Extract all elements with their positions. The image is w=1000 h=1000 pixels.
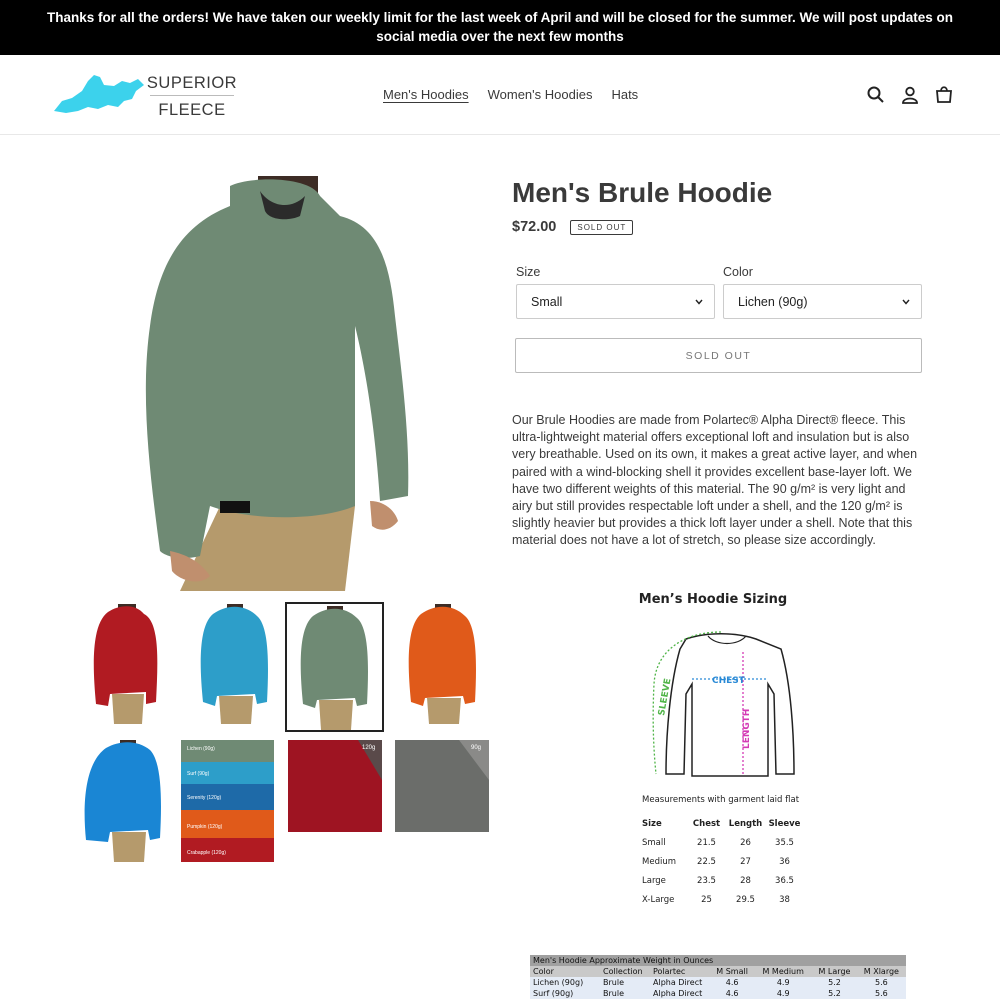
cell: Lichen (90g) (530, 977, 600, 988)
cell: Small (642, 837, 666, 848)
main-nav (383, 87, 638, 102)
sold-out-button[interactable]: SOLD OUT (515, 338, 922, 373)
cell: 36.5 (775, 875, 794, 886)
color-select[interactable] (723, 284, 922, 319)
header-icons (866, 85, 954, 105)
cell: 35.5 (775, 837, 794, 848)
sizing-title: Men’s Hoodie Sizing (638, 592, 788, 607)
cell: Brule (600, 988, 650, 999)
main-product-image[interactable] (140, 176, 410, 591)
product-price: $72.00 (512, 219, 557, 235)
announcement-text: Thanks for all the orders! We have taken our weekly limit for the last week of April and will be closed for the summer. We will post updates on social media over the next few months (47, 10, 953, 44)
weight-header: M Large (812, 966, 857, 977)
cell: 36 (779, 856, 790, 867)
weight-header: Collection (600, 966, 650, 977)
table-row (642, 852, 804, 871)
length-label: LENGTH (742, 708, 752, 749)
cell: X-Large (642, 894, 675, 905)
cell: 27 (740, 856, 751, 867)
stack-label-lichen: Lichen (90g) (187, 746, 215, 752)
nav-womens-hoodies[interactable]: Women's Hoodies (487, 87, 593, 102)
hoodie-diagram (646, 624, 796, 784)
logo-text (142, 73, 242, 120)
cell: 4.9 (754, 977, 812, 988)
nav-hats[interactable]: Hats (611, 87, 639, 102)
sold-out-badge: SOLD OUT (570, 220, 633, 235)
thumb-red-swatch[interactable] (288, 740, 382, 832)
weight-header: Color (530, 966, 600, 977)
stack-label-serenity: Serenity (120g) (187, 795, 222, 801)
weight-table-title: Men's Hoodie Approximate Weight in Ounces (530, 955, 906, 966)
hoodie-photo (140, 176, 410, 591)
sizing-header: Length (728, 818, 763, 829)
weight-header: M Xlarge (857, 966, 906, 977)
table-row (642, 890, 804, 909)
thumb-orange-hoodie[interactable] (395, 602, 489, 724)
account-icon[interactable] (900, 85, 920, 105)
stack-label-pumpkin: Pumpkin (120g) (187, 824, 223, 830)
cell: Alpha Direct (650, 988, 710, 999)
cell: Medium (642, 856, 676, 867)
cell: 28 (740, 875, 751, 886)
cell: 5.6 (857, 977, 906, 988)
cell: Surf (90g) (530, 988, 600, 999)
search-icon[interactable] (866, 85, 886, 105)
weight-table (530, 955, 906, 999)
thumb-color-stack[interactable] (181, 740, 274, 862)
stack-label-crabapple: Crabapple (120g) (187, 850, 226, 856)
sleeve-label: SLEEVE (657, 677, 674, 717)
chest-label: CHEST (712, 676, 745, 686)
weight-header: M Medium (754, 966, 812, 977)
cell: 22.5 (697, 856, 716, 867)
thumb-red-hoodie[interactable] (80, 602, 174, 724)
cell: 29.5 (736, 894, 755, 905)
announcement-bar (0, 0, 1000, 55)
table-row (642, 871, 804, 890)
size-label: Size (516, 265, 541, 279)
sizing-chart (628, 592, 808, 907)
sizing-note: Measurements with garment laid flat (642, 795, 800, 805)
product-title: Men's Brule Hoodie (512, 177, 773, 208)
cell: 5.6 (857, 988, 906, 999)
cell: 4.6 (710, 988, 754, 999)
cell: Brule (600, 977, 650, 988)
cart-icon[interactable] (934, 85, 954, 105)
size-select[interactable] (516, 284, 715, 319)
cell: Alpha Direct (650, 977, 710, 988)
cell: 5.2 (812, 977, 857, 988)
lake-superior-icon (52, 71, 147, 116)
weight-header: M Small (710, 966, 754, 977)
table-row (530, 988, 906, 999)
chevron-down-icon (694, 297, 704, 307)
thumb-teal-hoodie[interactable] (187, 602, 281, 724)
table-row (530, 977, 906, 988)
color-label: Color (723, 265, 753, 279)
cell: 4.9 (754, 988, 812, 999)
size-select-value: Small (531, 295, 563, 309)
chevron-down-icon (901, 297, 911, 307)
sizing-header: Chest (692, 818, 721, 829)
thumb-gray-swatch[interactable] (395, 740, 489, 832)
weight-header: Polartec (650, 966, 710, 977)
color-select-value: Lichen (90g) (738, 295, 808, 309)
thumb-blue-hoodie[interactable] (80, 740, 174, 862)
nav-mens-hoodies[interactable]: Men's Hoodies (383, 87, 469, 102)
swatch-label-120g: 120g (362, 745, 376, 751)
cell: 26 (740, 837, 751, 848)
cell: 25 (701, 894, 712, 905)
cell: 5.2 (812, 988, 857, 999)
price-row (512, 219, 633, 235)
sizing-header: Size (642, 818, 662, 829)
logo[interactable] (52, 71, 242, 121)
table-row (642, 833, 804, 852)
product-description: Our Brule Hoodies are made from Polartec® Alpha Direct® fleece. This ultra-lightweight material offers exceptional loft and insulation but is also very breathable. Used on its own, it makes a great active layer, and when paired with a wind-blocking shell it provides excellent base-layer loft. We have two different weights of this material. The 90 g/m² is very light and airy but still provides respectable loft under a shell, and the 120 g/m² is slightly heavier but provides a thick loft layer under a shell. Note that this material does not have a lot of stretch, so please size accordingly. (512, 413, 918, 548)
thumb-lichen-hoodie-selected[interactable] (285, 602, 384, 732)
sizing-table (642, 814, 804, 909)
sizing-header: Sleeve (768, 818, 801, 829)
site-header (0, 55, 1000, 135)
cell: 38 (779, 894, 790, 905)
cell: 21.5 (697, 837, 716, 848)
cell: Large (642, 875, 666, 886)
swatch-label-90g: 90g (471, 745, 482, 751)
cell: 4.6 (710, 977, 754, 988)
cell: 23.5 (697, 875, 716, 886)
stack-label-surf: Surf (90g) (187, 771, 210, 777)
logo-line2: FLEECE (150, 95, 234, 120)
logo-line1: SUPERIOR (146, 74, 238, 92)
